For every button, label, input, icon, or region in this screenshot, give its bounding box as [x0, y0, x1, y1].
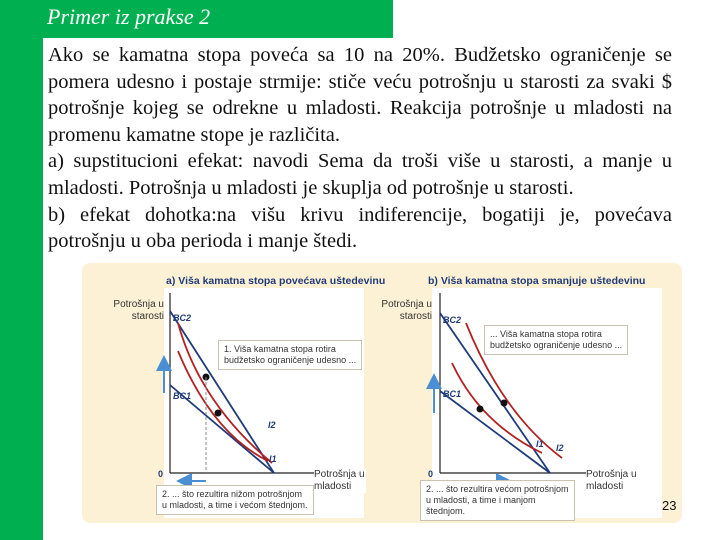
panel-a-note-2: 2. ... što rezultira nižom potrošnjom u mladosti, a time i većom štednjom. — [156, 485, 314, 515]
panel-b-bc1-label: BC1 — [443, 389, 462, 399]
panel-b-i1-label: I1 — [536, 439, 544, 449]
panel-b-x-label: Potrošnja u mladosti — [586, 469, 637, 492]
page-number: 23 — [662, 498, 677, 513]
panel-a-origin: 0 — [158, 469, 164, 479]
left-accent-bar — [0, 0, 43, 540]
panel-a-old-optimum — [215, 410, 222, 417]
panel-a-i2-label: I2 — [268, 420, 276, 430]
panel-b-title: b) Viša kamatna stopa smanjuje uštedevinu — [428, 275, 646, 287]
panel-b-note-1: ... Viša kamatna stopa rotira budžetsko ograničenje udesno ... — [484, 325, 628, 355]
panel-b-i2-label: I2 — [556, 443, 564, 453]
panel-a-y-label: Potrošnja u starosti — [113, 299, 164, 322]
figure-panel — [82, 263, 682, 523]
panel-b-new-optimum — [501, 400, 508, 407]
slide-title: Primer iz prakse 2 — [47, 4, 211, 29]
paragraph-substitution: a) supstitucioni efekat: navodi Sema da troši više u starosti, a manje u mladosti. Potrošnja u mladosti je skuplja od potrošnje u starosti. — [48, 150, 672, 199]
panel-b-y-label: Potrošnja u starosti — [381, 299, 432, 322]
paragraph-intro: Ako se kamatna stopa poveća sa 10 na 20%. Budžetsko ograničenje se pomera udesno i postaje strmije: stiče veću potrošnju u starosti za svaki $ potrošnje kojeg se odrekne u mladosti. Reakcija potrošnje u mladosti na promenu kamatne stope je različita. — [48, 44, 672, 146]
panel-a-bc2-label: BC2 — [173, 313, 192, 323]
panel-a-title: a) Viša kamatna stopa povećava uštedevinu — [166, 275, 386, 287]
panel-a-note-1: 1. Viša kamatna stopa rotira budžetsko ograničenje udesno ... — [218, 340, 362, 370]
panel-a-x-label: Potrošnja u mladosti — [314, 469, 365, 492]
panel-b-old-optimum — [477, 406, 484, 413]
paragraph-income: b) efekat dohotka:na višu krivu indiferencije, bogatiji je, povećava potrošnju u oba perioda i manje štedi. — [48, 203, 672, 253]
panel-b-bc2-label: BC2 — [443, 315, 462, 325]
slide-body — [48, 42, 672, 255]
panel-b-origin: 0 — [428, 469, 434, 479]
panel-a-bc1-label: BC1 — [173, 391, 192, 401]
panel-b-note-2: 2. ... što rezultira većom potrošnjom u mladosti, a time i manjom štednjom. — [420, 480, 575, 521]
panel-a-i1-label: I1 — [269, 454, 277, 464]
